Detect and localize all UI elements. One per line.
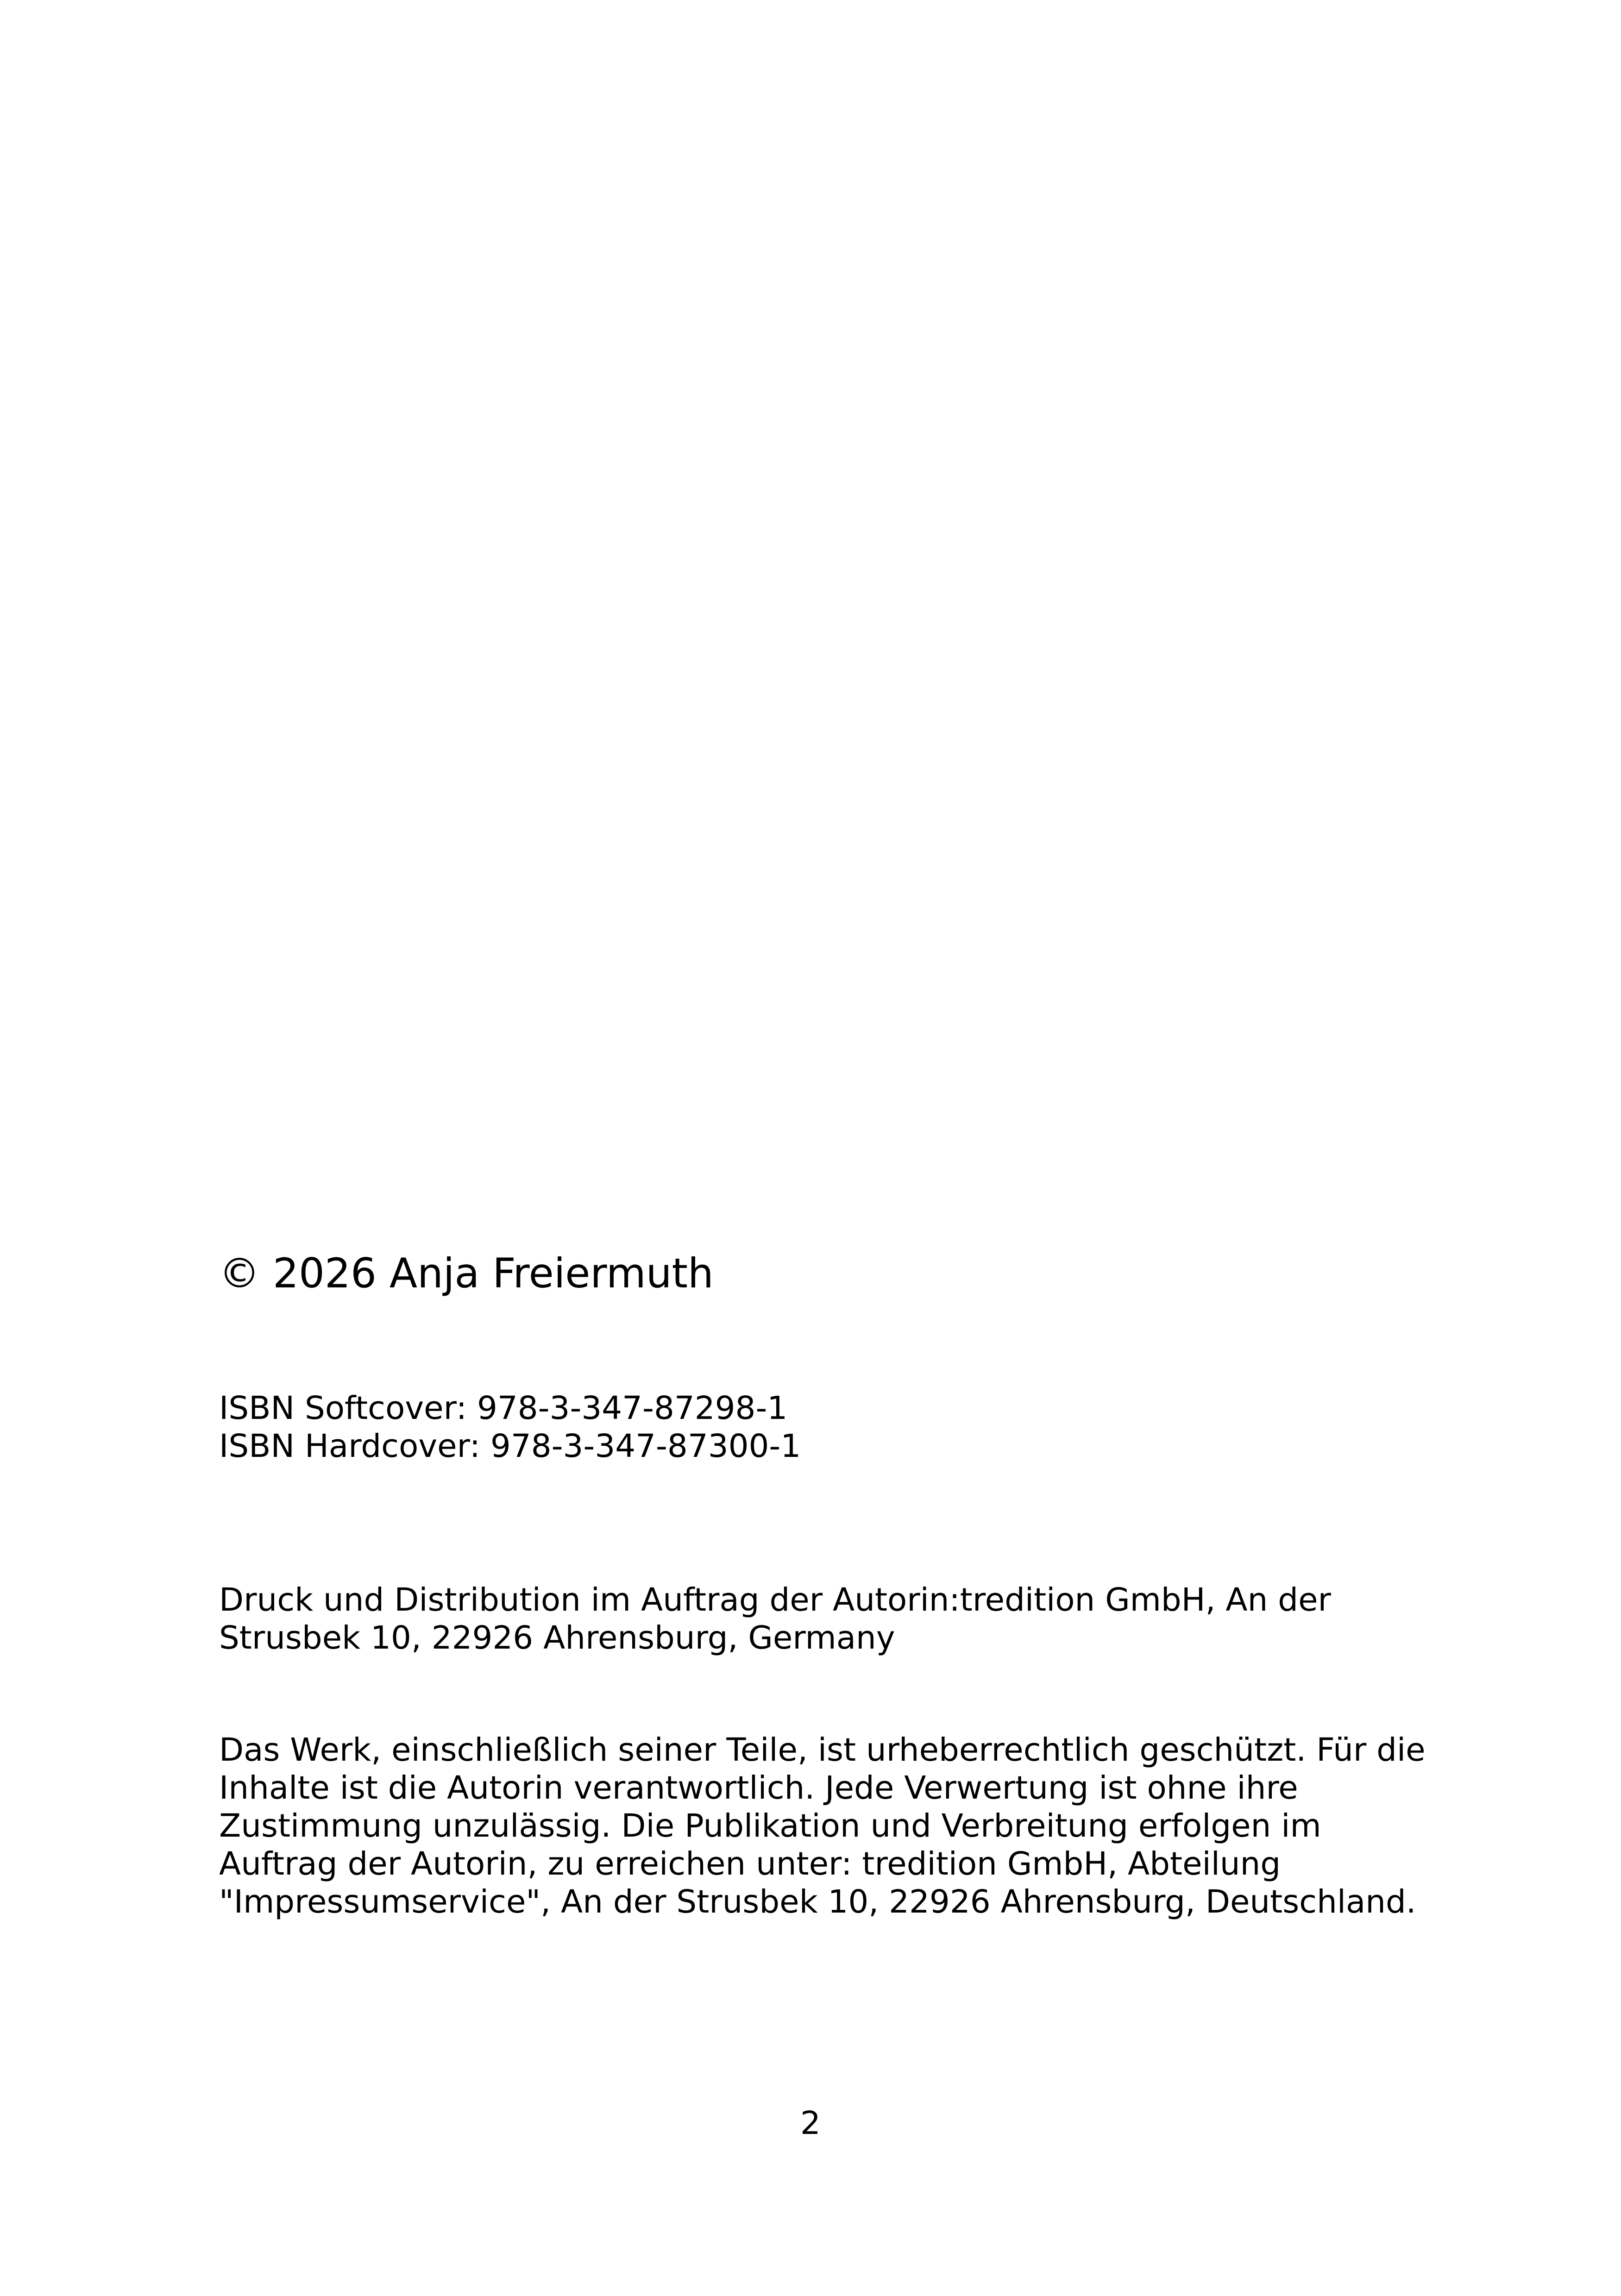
page-number: 2	[800, 2105, 821, 2142]
rights-notice-line: "Impressumservice", An der Strusbek 10, 22926 Ahrensburg, Deutschland.	[219, 1883, 1416, 1920]
isbn-softcover: ISBN Softcover: 978-3-347-87298-1	[219, 1390, 788, 1427]
rights-notice-line: Auftrag der Autorin, zu erreichen unter: tredition GmbH, Abteilung	[219, 1845, 1281, 1882]
imprint-line: Strusbek 10, 22926 Ahrensburg, Germany	[219, 1619, 895, 1656]
rights-notice-line: Zustimmung unzulässig. Die Publikation und Verbreitung erfolgen im	[219, 1807, 1321, 1844]
rights-notice-line: Das Werk, einschließlich seiner Teile, ist urheberrechtlich geschützt. Für die	[219, 1731, 1426, 1769]
imprint-block	[219, 1581, 1331, 1657]
imprint-line: Druck und Distribution im Auftrag der Autorin:tredition GmbH, An der	[219, 1581, 1331, 1618]
isbn-block	[219, 1389, 801, 1465]
copyright-line: © 2026 Anja Freiermuth	[219, 1249, 714, 1297]
rights-notice-line: Inhalte ist die Autorin verantwortlich. Jede Verwertung ist ohne ihre	[219, 1769, 1298, 1807]
isbn-hardcover: ISBN Hardcover: 978-3-347-87300-1	[219, 1428, 801, 1465]
rights-notice	[219, 1731, 1426, 1921]
